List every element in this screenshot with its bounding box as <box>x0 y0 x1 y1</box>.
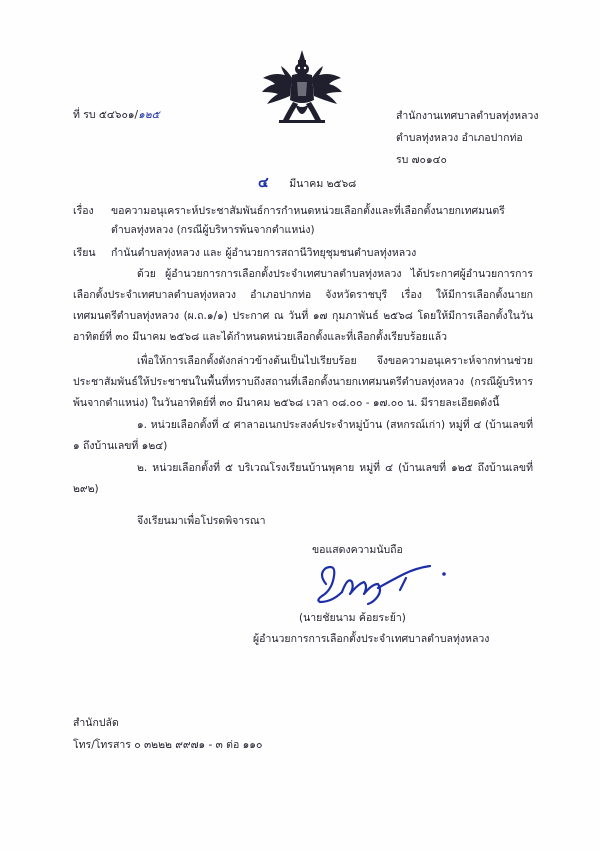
subject-line2: ตำบลทุ่งหลวง (กรณีผู้บริหารพ้นจากตำแหน่ง) <box>111 224 315 236</box>
signer-title: ผู้อำนวยการการเลือกตั้งประจำเทศบาลตำบลทุ่งหลวง <box>253 633 490 645</box>
subject-line1: ขอความอนุเคราะห์ประชาสัมพันธ์การกำหนดหน่วยเลือกตั้งและที่เลือกตั้งนายกเทศมนตรี <box>111 205 505 217</box>
list-item-2-text: ๒. หน่วยเลือกตั้งที่ ๕ บริเวณโรงเรียนบ้านพุคาย หมู่ที่ ๔ (บ้านเลขที่ ๑๒๕ ถึงบ้านเลขที่ ๒๙๒) <box>73 462 533 495</box>
sender-office-line2: ตำบลทุ่งหลวง อำเภอปากท่อ <box>396 132 523 144</box>
body-paragraph-1-text: ด้วย ผู้อำนวยการการเลือกตั้งประจำเทศบาลตำบลทุ่งหลวง ได้ประกาศผู้อำนวยการการเลือกตั้งประจำเทศบาลตำบลทุ่งหลวง อำเภอปากท่อ จังหวัดราชบุรี เรื่อง ให้มีการเลือกตั้งนายกเทศมนตรีตำบลทุ่งหลวง (ผ.ถ.๑/๑) ประกาศ ณ วันที่ ๑๗ กุมภาพันธ์ ๒๕๖๘ โดยให้มีการเลือกตั้งในวันอาทิตย์ที่ ๓๐ มีนาคม ๒๕๖๘ และได้กำหนดหน่วยเลือกตั้งและที่เลือกตั้งเรียบร้อยแล้ว <box>73 268 533 343</box>
list-item-1 <box>73 415 533 457</box>
garuda-emblem <box>259 48 345 128</box>
reference-number <box>73 108 160 122</box>
sender-postcode: รบ ๗๐๑๔๐ <box>396 154 447 166</box>
subject-label: เรื่อง <box>73 205 94 217</box>
list-item-2 <box>73 458 533 500</box>
footer-phone: โทร/โทรสาร ๐ ๓๒๒๒ ๙๙๗๑ - ๓ ต่อ ๑๑๐ <box>73 739 263 751</box>
closing-regards: ขอแสดงความนับถือ <box>312 544 403 556</box>
letter-date <box>258 176 356 191</box>
reference-handwritten: ๑๒๕ <box>138 109 160 121</box>
signer-name: (นายชัยนาม ค้อยระย้า) <box>299 612 406 624</box>
date-day-handwritten: ๔ <box>258 175 269 191</box>
date-month-year: มีนาคม ๒๕๖๘ <box>289 178 357 190</box>
list-item-1-text: ๑. หน่วยเลือกตั้งที่ ๔ ศาลาอเนกประสงค์ประจำหมู่บ้าน (สหกรณ์เก่า) หมู่ที่ ๔ (บ้านเลขที่ ๑ ถึงบ้านเลขที่ ๑๒๔) <box>73 419 533 452</box>
footer-department: สำนักปลัด <box>73 717 119 729</box>
recipient-text: กำนันตำบลทุ่งหลวง และ ผู้อำนวยการสถานีวิทยุชุมชนตำบลทุ่งหลวง <box>111 247 417 259</box>
body-paragraph-1 <box>73 264 533 348</box>
reference-prefix: ที่ รบ ๕๔๖๐๑/ <box>73 109 139 121</box>
sender-office-line1: สำนักงานเทศบาลตำบลทุ่งหลวง <box>396 110 539 122</box>
closing-request: จึงเรียนมาเพื่อโปรดพิจารณา <box>137 515 266 527</box>
body-paragraph-2-text: เพื่อให้การเลือกตั้งดังกล่าวข้างต้นเป็นไปเรียบร้อย จึงขอความอนุเคราะห์จากท่านช่วยประชาสัมพันธ์ให้ประชาชนในพื้นที่ทราบถึงสถานที่เลือกตั้งนายกเทศมนตรีตำบลทุ่งหลวง (กรณีผู้บริหารพ้นจากตำแหน่ง) ในวันอาทิตย์ที่ ๓๐ มีนาคม ๒๕๖๘ เวลา ๐๘.๐๐ - ๑๗.๐๐ น. มีรายละเอียดดังนี้ <box>73 355 533 409</box>
handwritten-signature <box>312 556 462 608</box>
body-paragraph-2 <box>73 351 533 414</box>
recipient-label: เรียน <box>73 247 96 259</box>
